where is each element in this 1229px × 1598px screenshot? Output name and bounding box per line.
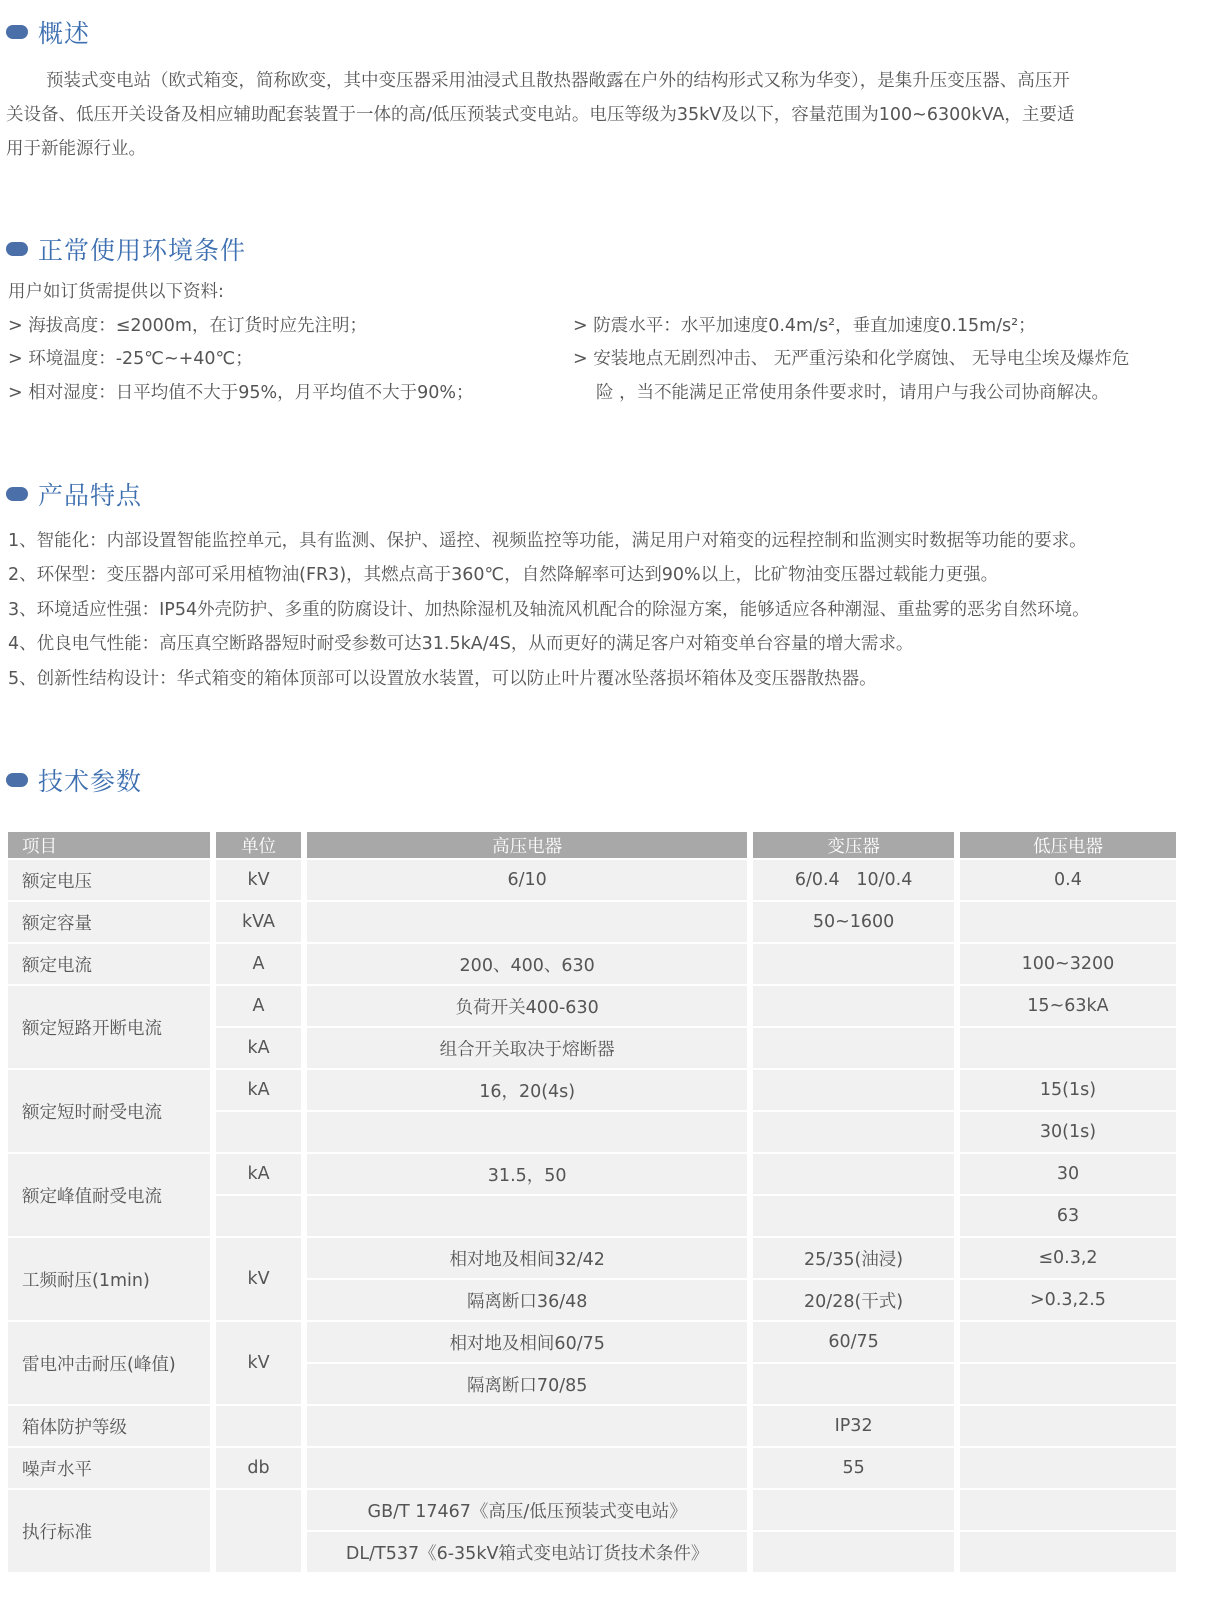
- cell-item: 工频耐压(1min): [8, 1238, 210, 1322]
- table-row: [8, 860, 1176, 902]
- cell-hv: 负荷开关400-630: [307, 986, 747, 1028]
- cell-unit: kVA: [216, 902, 301, 944]
- cell-transformer: [753, 1532, 954, 1574]
- cell-transformer: 25/35(油浸): [753, 1238, 954, 1280]
- cell-hv: 组合开关取决于熔断器: [307, 1028, 747, 1070]
- cell-unit: kV: [216, 860, 301, 902]
- cell-lv: [960, 1490, 1176, 1532]
- cell-unit: kA: [216, 1070, 301, 1112]
- cell-hv: 6/10: [307, 860, 747, 902]
- cell-lv: 100~3200: [960, 944, 1176, 986]
- table-row: [8, 944, 1176, 986]
- cell-hv: [307, 1112, 747, 1154]
- cell-transformer: IP32: [753, 1406, 954, 1448]
- cell-transformer: 50~1600: [753, 902, 954, 944]
- cell-unit: A: [216, 986, 301, 1028]
- env-right-1: > 防震水平：水平加速度0.4m/s²，垂直加速度0.15m/s²；: [573, 316, 1036, 336]
- cell-hv: [307, 1406, 747, 1448]
- section-title: 正常使用环境条件: [38, 236, 247, 265]
- cell-lv: >0.3,2.5: [960, 1280, 1176, 1322]
- cell-hv: 相对地及相间60/75: [307, 1322, 747, 1364]
- section-header-environment: [6, 231, 246, 267]
- table-row: [8, 1490, 1176, 1532]
- header-unit: 单位: [216, 832, 301, 860]
- cell-lv: [960, 1364, 1176, 1406]
- overview-line-2: 关设备、低压开关设备及相应辅助配套装置于一体的高/低压预装式变电站。电压等级为35kV及以下，容量范围为100~6300kVA，主要适: [6, 105, 1075, 125]
- cell-transformer: [753, 1028, 954, 1070]
- cell-unit: A: [216, 944, 301, 986]
- section-header-specs: [6, 762, 142, 798]
- cell-standard: GB/T 17467《高压/低压预装式变电站》: [307, 1490, 747, 1532]
- environment-intro: 用户如订货需提供以下资料:: [8, 282, 224, 302]
- cell-item: 噪声水平: [8, 1448, 210, 1490]
- env-right-3: 险 ，当不能满足正常使用条件要求时，请用户与我公司协商解决。: [596, 383, 1110, 403]
- cell-hv: [307, 1448, 747, 1490]
- cell-item: 额定峰值耐受电流: [8, 1154, 210, 1238]
- section-bullet-icon: [6, 773, 28, 787]
- cell-lv: [960, 902, 1176, 944]
- cell-transformer: [753, 1154, 954, 1196]
- cell-lv: 15~63kA: [960, 986, 1176, 1028]
- table-row: [8, 1406, 1176, 1448]
- feature-item-2: 2、环保型：变压器内部可采用植物油(FR3)，其燃点高于360℃，自然降解率可达到90%以上，比矿物油变压器过载能力更强。: [8, 565, 999, 585]
- feature-item-4: 4、优良电气性能：高压真空断路器短时耐受参数可达31.5kA/4S，从而更好的满足客户对箱变单台容量的增大需求。: [8, 634, 914, 654]
- env-left-2: > 环境温度：-25℃~+40℃；: [8, 349, 253, 369]
- header-transformer: 变压器: [753, 832, 954, 860]
- spec-table: [2, 832, 1182, 1574]
- overview-line-1: 预装式变电站（欧式箱变，简称欧变，其中变压器采用油浸式且散热器敞露在户外的结构形式又称为华变），是集升压变压器、高压开: [46, 71, 1070, 91]
- table-row: [8, 1322, 1176, 1364]
- table-header-row: [8, 832, 1176, 860]
- env-right-2: > 安装地点无剧烈冲击、 无严重污染和化学腐蚀、 无导电尘埃及爆炸危: [573, 349, 1130, 369]
- cell-lv: 63: [960, 1196, 1176, 1238]
- section-header-overview: [6, 14, 90, 50]
- env-left-3: > 相对湿度：日平均值不大于95%，月平均值不大于90%；: [8, 383, 474, 403]
- cell-item: 雷电冲击耐压(峰值): [8, 1322, 210, 1406]
- cell-transformer: [753, 1196, 954, 1238]
- env-left-1: > 海拔高度：≤2000m，在订货时应先注明；: [8, 316, 367, 336]
- header-item: 项目: [8, 832, 210, 860]
- cell-transformer: [753, 1364, 954, 1406]
- cell-unit: kV: [216, 1322, 301, 1406]
- table-row: [8, 1154, 1176, 1196]
- cell-item: 额定电流: [8, 944, 210, 986]
- cell-lv: [960, 1028, 1176, 1070]
- cell-hv: 相对地及相间32/42: [307, 1238, 747, 1280]
- cell-unit: db: [216, 1448, 301, 1490]
- cell-lv: [960, 1448, 1176, 1490]
- cell-hv: 隔离断口70/85: [307, 1364, 747, 1406]
- cell-hv: [307, 1196, 747, 1238]
- section-bullet-icon: [6, 487, 28, 501]
- cell-lv: 0.4: [960, 860, 1176, 902]
- cell-transformer: [753, 1112, 954, 1154]
- cell-item: 额定短时耐受电流: [8, 1070, 210, 1154]
- overview-line-3: 用于新能源行业。: [6, 139, 146, 159]
- cell-lv: [960, 1406, 1176, 1448]
- cell-lv: 30: [960, 1154, 1176, 1196]
- cell-item: 执行标准: [8, 1490, 210, 1574]
- cell-unit: kA: [216, 1028, 301, 1070]
- cell-transformer: [753, 944, 954, 986]
- cell-lv: 30(1s): [960, 1112, 1176, 1154]
- cell-unit: [216, 1490, 301, 1574]
- cell-transformer: 55: [753, 1448, 954, 1490]
- cell-transformer: 6/0.4 10/0.4: [753, 860, 954, 902]
- cell-hv: 31.5，50: [307, 1154, 747, 1196]
- table-row: [8, 1070, 1176, 1112]
- table-row: [8, 1448, 1176, 1490]
- cell-standard: DL/T537《6-35kV箱式变电站订货技术条件》: [307, 1532, 747, 1574]
- section-bullet-icon: [6, 25, 28, 39]
- section-header-features: [6, 476, 142, 512]
- cell-hv: 16，20(4s): [307, 1070, 747, 1112]
- section-title: 产品特点: [38, 481, 143, 510]
- cell-unit: [216, 1196, 301, 1238]
- cell-item: 额定电压: [8, 860, 210, 902]
- cell-transformer: [753, 1490, 954, 1532]
- cell-unit: [216, 1112, 301, 1154]
- cell-lv: ≤0.3,2: [960, 1238, 1176, 1280]
- feature-item-5: 5、创新性结构设计：华式箱变的箱体顶部可以设置放水装置，可以防止叶片覆冰坠落损坏箱体及变压器散热器。: [8, 669, 877, 689]
- cell-transformer: 20/28(干式): [753, 1280, 954, 1322]
- cell-hv: 隔离断口36/48: [307, 1280, 747, 1322]
- cell-hv: 200、400、630: [307, 944, 747, 986]
- cell-unit: kA: [216, 1154, 301, 1196]
- section-title: 技术参数: [38, 767, 143, 796]
- cell-lv: 15(1s): [960, 1070, 1176, 1112]
- cell-transformer: [753, 986, 954, 1028]
- cell-lv: [960, 1322, 1176, 1364]
- feature-item-1: 1、智能化：内部设置智能监控单元，具有监测、保护、遥控、视频监控等功能，满足用户对箱变的远程控制和监测实时数据等功能的要求。: [8, 531, 1087, 551]
- cell-hv: [307, 902, 747, 944]
- cell-transformer: 60/75: [753, 1322, 954, 1364]
- cell-transformer: [753, 1070, 954, 1112]
- header-lv: 低压电器: [960, 832, 1176, 860]
- cell-unit: [216, 1406, 301, 1448]
- section-title: 概述: [38, 19, 91, 48]
- cell-unit: kV: [216, 1238, 301, 1322]
- table-row: [8, 986, 1176, 1028]
- cell-item: 额定短路开断电流: [8, 986, 210, 1070]
- header-hv: 高压电器: [307, 832, 747, 860]
- table-row: [8, 902, 1176, 944]
- table-row: [8, 1238, 1176, 1280]
- cell-lv: [960, 1532, 1176, 1574]
- cell-item: 箱体防护等级: [8, 1406, 210, 1448]
- cell-item: 额定容量: [8, 902, 210, 944]
- section-bullet-icon: [6, 242, 28, 256]
- feature-item-3: 3、环境适应性强：IP54外壳防护、多重的防腐设计、加热除湿机及轴流风机配合的除湿方案，能够适应各种潮湿、重盐雾的恶劣自然环境。: [8, 600, 1090, 620]
